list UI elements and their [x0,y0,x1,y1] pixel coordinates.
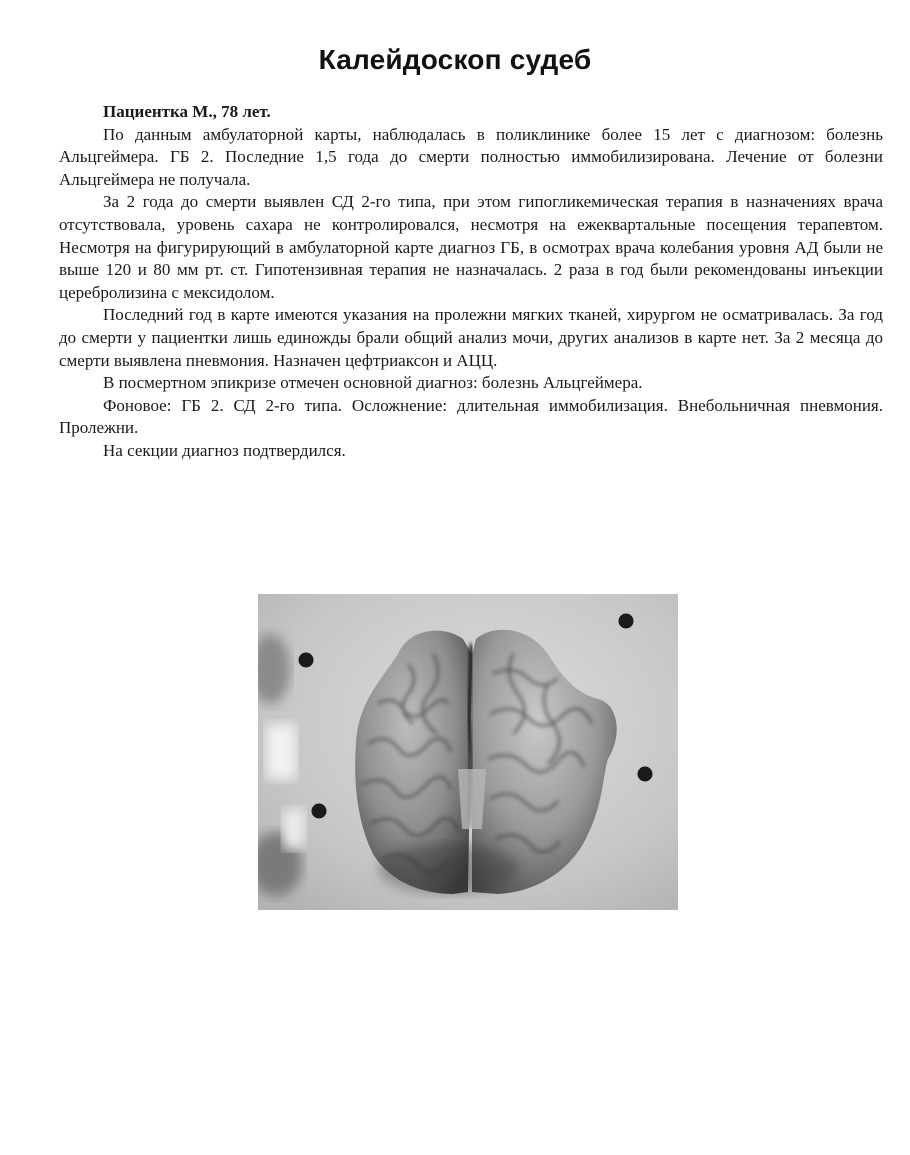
pin-marker [619,614,634,629]
brain-specimen-photo [258,594,678,910]
brainstem-region [458,769,486,829]
paragraph-last-year: Последний год в карте имеются указания на пролежни мягких тканей, хирургом не осматривалась. За год до смерти у пациентки лишь единожды брали общий анализ мочи, других анализов в карте нет. За 2 месяца до смерти выявлена пневмония. Назначен цефтриаксон и АЦЦ. [59,305,883,370]
paragraph-history: По данным амбулаторной карты, наблюдалась в поликлинике более 15 лет с диагнозом: болезнь Альцгеймера. ГБ 2. Последние 1,5 года до смерти полностью иммобилизирована. Лечение от болезни Альцгеймера не получала. [59,124,883,189]
paragraph-autopsy: На секции диагноз подтвердился. [103,440,346,460]
pin-marker [312,804,327,819]
cerebellum-shadow [378,844,518,894]
paragraph-epicrisis: В посмертном эпикризе отмечен основной диагноз: болезнь Альцгеймера. [103,373,643,393]
pin-marker [638,767,653,782]
paragraph-diabetes: За 2 года до смерти выявлен СД 2-го типа, при этом гипогликемическая терапия в назначениях врача отсутствовала, уровень сахара не контролировался, несмотря на ежеквартальные посещения терапевтом. Несмотря на фигурирующий в амбулаторной карте диагноз ГБ, в осмотрах врача колебания уровня АД были не выше 120 и 80 мм рт. ст. Гипотензивная терапия не назначалась. 2 раза в год были рекомендованы инъекции церебролизина с мексидолом. [59,192,883,302]
pin-marker [299,653,314,668]
page-title: Калейдоскоп судеб [318,44,592,75]
case-description [59,101,883,463]
patient-heading: Пациентка М., 78 лет. [103,102,271,121]
paragraph-background: Фоновое: ГБ 2. СД 2-го типа. Осложнение: длительная иммобилизация. Внебольничная пневмония. Пролежни. [59,395,883,438]
